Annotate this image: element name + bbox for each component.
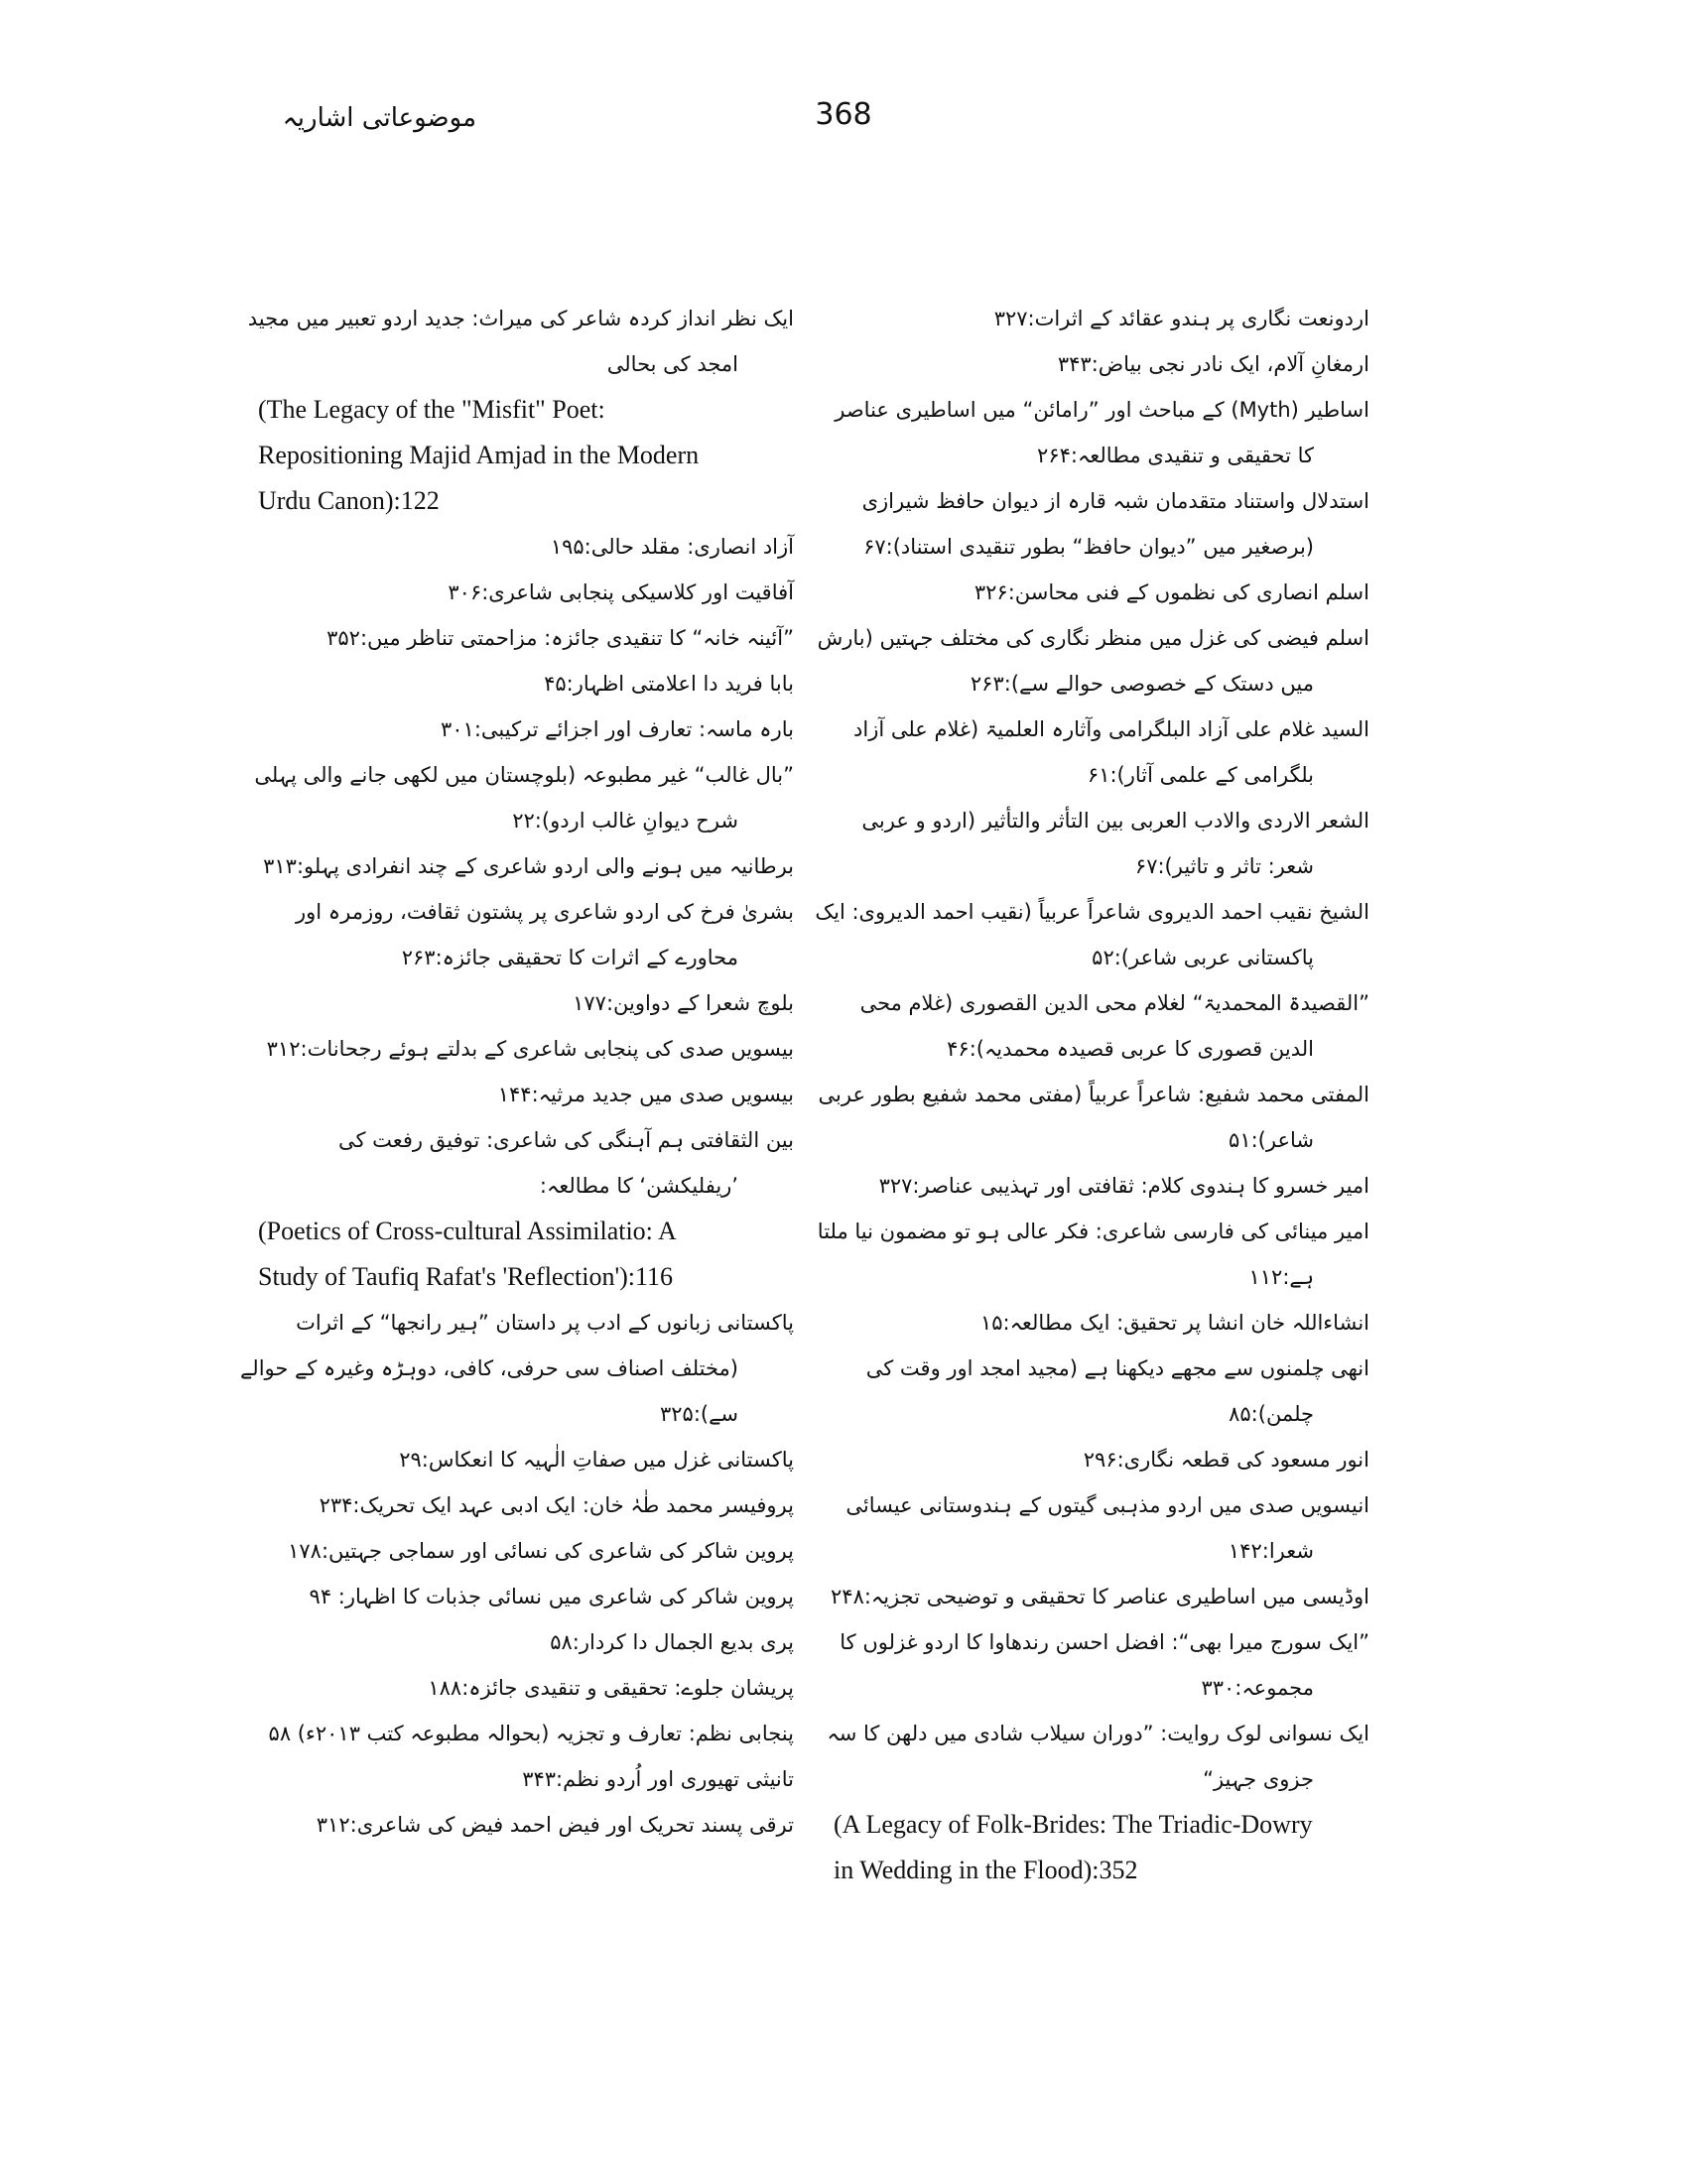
index-entry-urdu-title: پروفیسر محمد طٰہٰ خان: ایک ادبی عہد ایک تحریک:۲۳۴: [319, 1493, 794, 1517]
index-entry-urdu-title: بابا فرید دا اعلامتی اظہار:۴۵: [544, 672, 794, 696]
index-entry-urdu-title: ”بال غالب“ غیر مطبوعہ (بلوچستان میں لکھی جانے والی پہلی شرح دیوانِ غالب اردو):۲۲: [254, 763, 794, 833]
index-entry: [238, 1756, 794, 1802]
index-entry-urdu-title: ایک نسوانی لوک روایت: ”دوران سیلاب شادی میں دلھن کا سہ جزوی جہیز“: [827, 1722, 1369, 1791]
index-column-left: [238, 296, 794, 1848]
index-entry-urdu-title: الشیخ نقیب احمد الدیروی شاعراً عربیاً (نقیب احمد الدیروی: ایک پاکستانی عربی شاعر):۵۲: [815, 900, 1369, 969]
index-entry-urdu-title: اردونعت نگاری پر ہندو عقائد کے اثرات:۳۲۷: [993, 307, 1369, 330]
index-entry-urdu-title: انور مسعود کی قطعہ نگاری:۲۹۶: [1083, 1448, 1369, 1472]
index-entry-urdu-title: پروین شاکر کی شاعری میں نسائی جذبات کا اظہار: ۹۴: [309, 1585, 794, 1608]
index-entry-urdu-title: برطانیہ میں ہونے والی اردو شاعری کے چند انفرادی پہلو:۳۱۳: [263, 854, 794, 878]
index-entry: [238, 615, 794, 661]
index-entry-urdu-title: بیسویں صدی میں جدید مرثیہ:۱۴۴: [497, 1083, 794, 1106]
page-number: 368: [815, 97, 872, 132]
index-entry: [814, 1300, 1369, 1346]
index-column-right: [814, 296, 1369, 1893]
index-entry-urdu-title: پنجابی نظم: تعارف و تجزیہ (بحوالہ مطبوعہ کتب ۲۰۱۳ء) ۵۸: [268, 1722, 794, 1745]
index-entry: [814, 1437, 1369, 1482]
index-entry: [814, 1072, 1369, 1163]
index-entry-urdu-title: ”ایک سورج میرا بھی“: افضل احسن رندھاوا کا اردو غزلوں کا مجموعہ:۳۳۰: [840, 1630, 1369, 1700]
index-entry: [814, 615, 1369, 707]
index-entry: [814, 1711, 1369, 1893]
index-entry-urdu-title: امیر مینائی کی فارسی شاعری: فکر عالی ہو تو مضمون نیا ملتا ہے:۱۱۲: [817, 1220, 1369, 1289]
index-entry: [238, 707, 794, 752]
index-entry-urdu-title: السید غلام علی آزاد البلگرامی وآثارہ العلمیۃ (غلام علی آزاد بلگرامی کے علمی آثار):۶۱: [853, 717, 1369, 787]
index-entry: [238, 980, 794, 1026]
index-entry: [238, 296, 794, 524]
index-entry: [814, 1574, 1369, 1619]
index-entry: [238, 752, 794, 843]
index-entry-urdu-title: اسلم انصاری کی نظموں کے فنی محاسن:۳۲۶: [974, 580, 1369, 604]
index-entry-urdu-title: ”آئینہ خانہ“ کا تنقیدی جائزہ: مزاحمتی تناظر میں:۳۵۲: [326, 626, 794, 650]
index-entry: [238, 1619, 794, 1665]
index-entry: [814, 1163, 1369, 1209]
index-entry-urdu-title: المفتی محمد شفیع: شاعراً عربیاً (مفتی محمد شفیع بطور عربی شاعر):۵۱: [818, 1083, 1369, 1152]
index-entry: [814, 1619, 1369, 1711]
index-entry: [814, 570, 1369, 615]
index-entry-urdu-title: انھی چلمنوں سے مجھے دیکھنا ہے (مجید امجد اور وقت کی چلمن):۸۵: [865, 1356, 1369, 1426]
index-entry: [238, 1574, 794, 1619]
index-entry: [238, 1665, 794, 1711]
index-entry: [238, 570, 794, 615]
index-entry: [814, 341, 1369, 387]
index-entry-english-title: (A Legacy of Folk-Brides: The Triadic-Dowry in Wedding in the Flood):352: [834, 1810, 1313, 1884]
index-entry-urdu-title: تانیثی تھیوری اور اُردو نظم:۳۴۳: [522, 1767, 794, 1791]
index-entry-urdu-title: انیسویں صدی میں اردو مذہبی گیتوں کے ہندوستانی عیسائی شعرا:۱۴۲: [845, 1493, 1369, 1563]
index-entry-urdu-title: ”القصیدۃ المحمدیۃ“ لغلام محی الدین القصوری (غلام محی الدین قصوری کا عربی قصیدہ محمدیہ):۴۶: [859, 991, 1369, 1061]
index-entry-urdu-title: اساطیر (Myth) کے مباحث اور ”رامائن“ میں اساطیری عناصر کا تحقیقی و تنقیدی مطالعہ:۲۶۴: [835, 398, 1369, 467]
index-entry-urdu-title: ایک نظر انداز کردہ شاعر کی میراث: جدید اردو تعبیر میں مجید امجد کی بحالی: [247, 307, 794, 376]
index-entry: [814, 387, 1369, 478]
index-entry-urdu-title: بارہ ماسہ: تعارف اور اجزائے ترکیبی:۳۰۱: [440, 717, 794, 741]
index-entry: [238, 889, 794, 980]
index-header-title: موضوعاتی اشاریہ: [282, 103, 476, 133]
index-entry: [814, 1482, 1369, 1574]
index-entry: [238, 1300, 794, 1437]
index-entry-urdu-title: آزاد انصاری: مقلد حالی:۱۹۵: [550, 535, 794, 559]
index-entry: [238, 1072, 794, 1117]
index-entry: [238, 661, 794, 707]
index-entry: [238, 843, 794, 889]
index-entry-urdu-title: بشریٰ فرخ کی اردو شاعری پر پشتون ثقافت، روزمرہ اور محاورے کے اثرات کا تحقیقی جائزہ:۲۶۳: [296, 900, 794, 969]
index-entry-urdu-title: آفاقیت اور کلاسیکی پنجابی شاعری:۳۰۶: [448, 580, 794, 604]
index-entry-urdu-title: پری بدیع الجمال دا کردار:۵۸: [550, 1630, 794, 1654]
index-entry-urdu-title: اسلم فیضی کی غزل میں منظر نگاری کی مختلف جہتیں (بارش میں دستک کے خصوصی حوالے سے):۲۶۳: [817, 626, 1369, 696]
index-entry-urdu-title: استدلال واستناد متقدمان شبہ قارہ از دیوان حافظ شیرازی (برصغیر میں ”دیوان حافظ“ بطور تنقیدی استناد):۶۷: [861, 489, 1369, 559]
index-entry-english-title: (The Legacy of the "Misfit" Poet: Repositioning Majid Amjad in the Modern Urdu Canon):122: [258, 395, 700, 515]
index-entry-urdu-title: پاکستانی غزل میں صفاتِ الٰہیہ کا انعکاس:۲۹: [399, 1448, 794, 1472]
index-entry: [238, 1528, 794, 1574]
index-entry-urdu-title: انشاءاللہ خان انشا پر تحقیق: ایک مطالعہ:۱۵: [979, 1311, 1369, 1335]
index-entry-urdu-title: ترقی پسند تحریک اور فیض احمد فیض کی شاعری:۳۱۲: [316, 1813, 794, 1837]
index-entry: [814, 1209, 1369, 1300]
index-entry: [238, 1117, 794, 1300]
index-entry-urdu-title: پاکستانی زبانوں کے ادب پر داستان ”ہیر رانجھا“ کے اثرات (مختلف اصناف سی حرفی، کافی، دوہڑہ وغیرہ کے حوالے سے):۳۲۵: [239, 1311, 794, 1426]
index-entry: [814, 1346, 1369, 1437]
index-entry: [238, 1482, 794, 1528]
index-entry-urdu-title: بیسویں صدی کی پنجابی شاعری کے بدلتے ہوئے رجحانات:۳۱۲: [266, 1037, 794, 1061]
index-entry-urdu-title: پریشان جلوے: تحقیقی و تنقیدی جائزہ:۱۸۸: [428, 1676, 794, 1700]
index-entry: [238, 1437, 794, 1482]
index-entry-urdu-title: ارمغانِ آلام، ایک نادر نجی بیاض:۳۴۳: [1057, 352, 1369, 376]
index-entry-urdu-title: اوڈیسی میں اساطیری عناصر کا تحقیقی و توضیحی تجزیہ:۲۴۸: [831, 1585, 1369, 1608]
index-entry: [814, 798, 1369, 889]
index-entry-urdu-title: بلوچ شعرا کے دواوین:۱۷۷: [573, 991, 794, 1015]
index-entry-urdu-title: امیر خسرو کا ہندوی کلام: ثقافتی اور تہذیبی عناصر:۳۲۷: [878, 1174, 1369, 1198]
index-entry: [814, 707, 1369, 798]
index-entry: [814, 889, 1369, 980]
index-entry-english-title: (Poetics of Cross-cultural Assimilatio: A Study of Taufiq Rafat's 'Reflection'):116: [258, 1217, 676, 1291]
index-entry: [814, 980, 1369, 1072]
index-entry: [238, 1026, 794, 1072]
index-entry: [814, 296, 1369, 341]
index-entry: [238, 1711, 794, 1756]
index-entry: [238, 524, 794, 570]
index-entry-urdu-title: بین الثقافتی ہم آہنگی کی شاعری: توفیق رفعت کی ’ریفلیکشن‘ کا مطالعہ:: [337, 1128, 794, 1198]
index-entry: [814, 478, 1369, 570]
index-entry-urdu-title: پروین شاکر کی شاعری کی نسائی اور سماجی جہتیں:۱۷۸: [288, 1539, 794, 1563]
index-entry-urdu-title: الشعر الاردی والادب العربی بین التأثر والتأثیر (اردو و عربی شعر: تاثر و تاثیر):۶۷: [861, 809, 1369, 878]
index-entry: [238, 1802, 794, 1848]
